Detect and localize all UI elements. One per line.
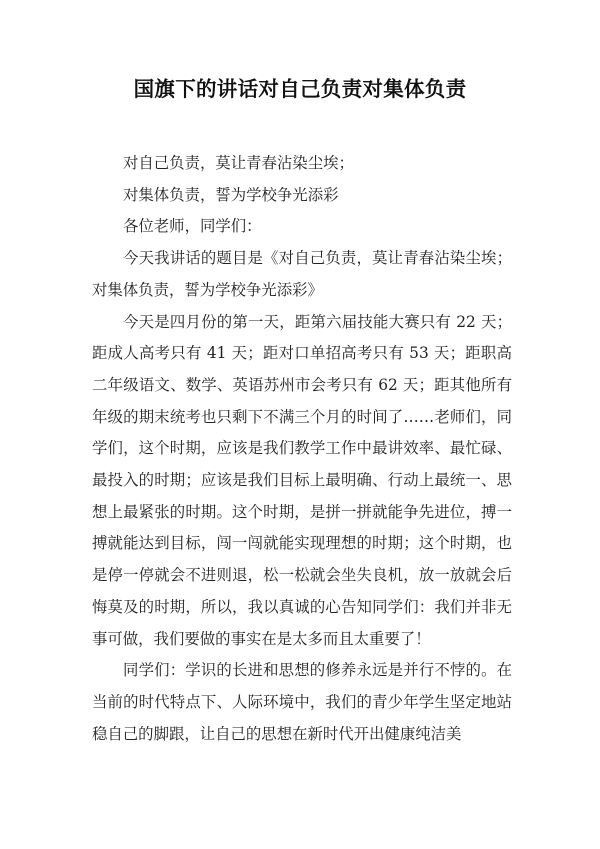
paragraph-countdown: 今天是四月份的第一天，距第六届技能大赛只有 22 天；距成人高考只有 41 天；距对口单招高考只有 53 天；距职高二年级语文、数学、英语苏州市会考只有 62 天；距其他所有年级的期末统考也只剩下不满三个月的时间了……老师们，同学们，这个时期，应该是我们教学工作中最讲效率、最忙碌、最投入的时期；应该是我们目标上最明确、行动上最统一、思想上最紧张的时期。这个时期，是拼一拼就能争先进位，搏一搏就能达到目标，闯一闯就能实现理想的时期；这个时期，也是停一停就会不进则退，松一松就会坐失良机，放一放就会后悔莫及的时期，所以，我以真诚的心告知同学们：我们并非无事可做，我们要做的事实在是太多而且太重要了！ <box>92 312 512 648</box>
paragraph-motto-collective: 对集体负责，誓为学校争光添彩 <box>123 185 339 204</box>
paragraph-motto-self: 对自己负责，莫让青春沾染尘埃； <box>123 154 354 172</box>
paragraph-greeting: 各位老师，同学们： <box>123 217 262 236</box>
document-body <box>92 148 512 750</box>
document-title: 国旗下的讲话对自己负责对集体负责 <box>133 77 467 101</box>
paragraph-learning: 同学们：学识的长进和思想的修养永远是并行不悖的。在当前的时代特点下、人际环境中，我们的青少年学生坚定地站稳自己的脚跟，让自己的思想在新时代开出健康纯洁美 <box>92 661 512 743</box>
paragraph-topic: 今天我讲话的题目是《对自己负责，莫让青春沾染尘埃；对集体负责，誓为学校争光添彩》 <box>92 249 512 299</box>
